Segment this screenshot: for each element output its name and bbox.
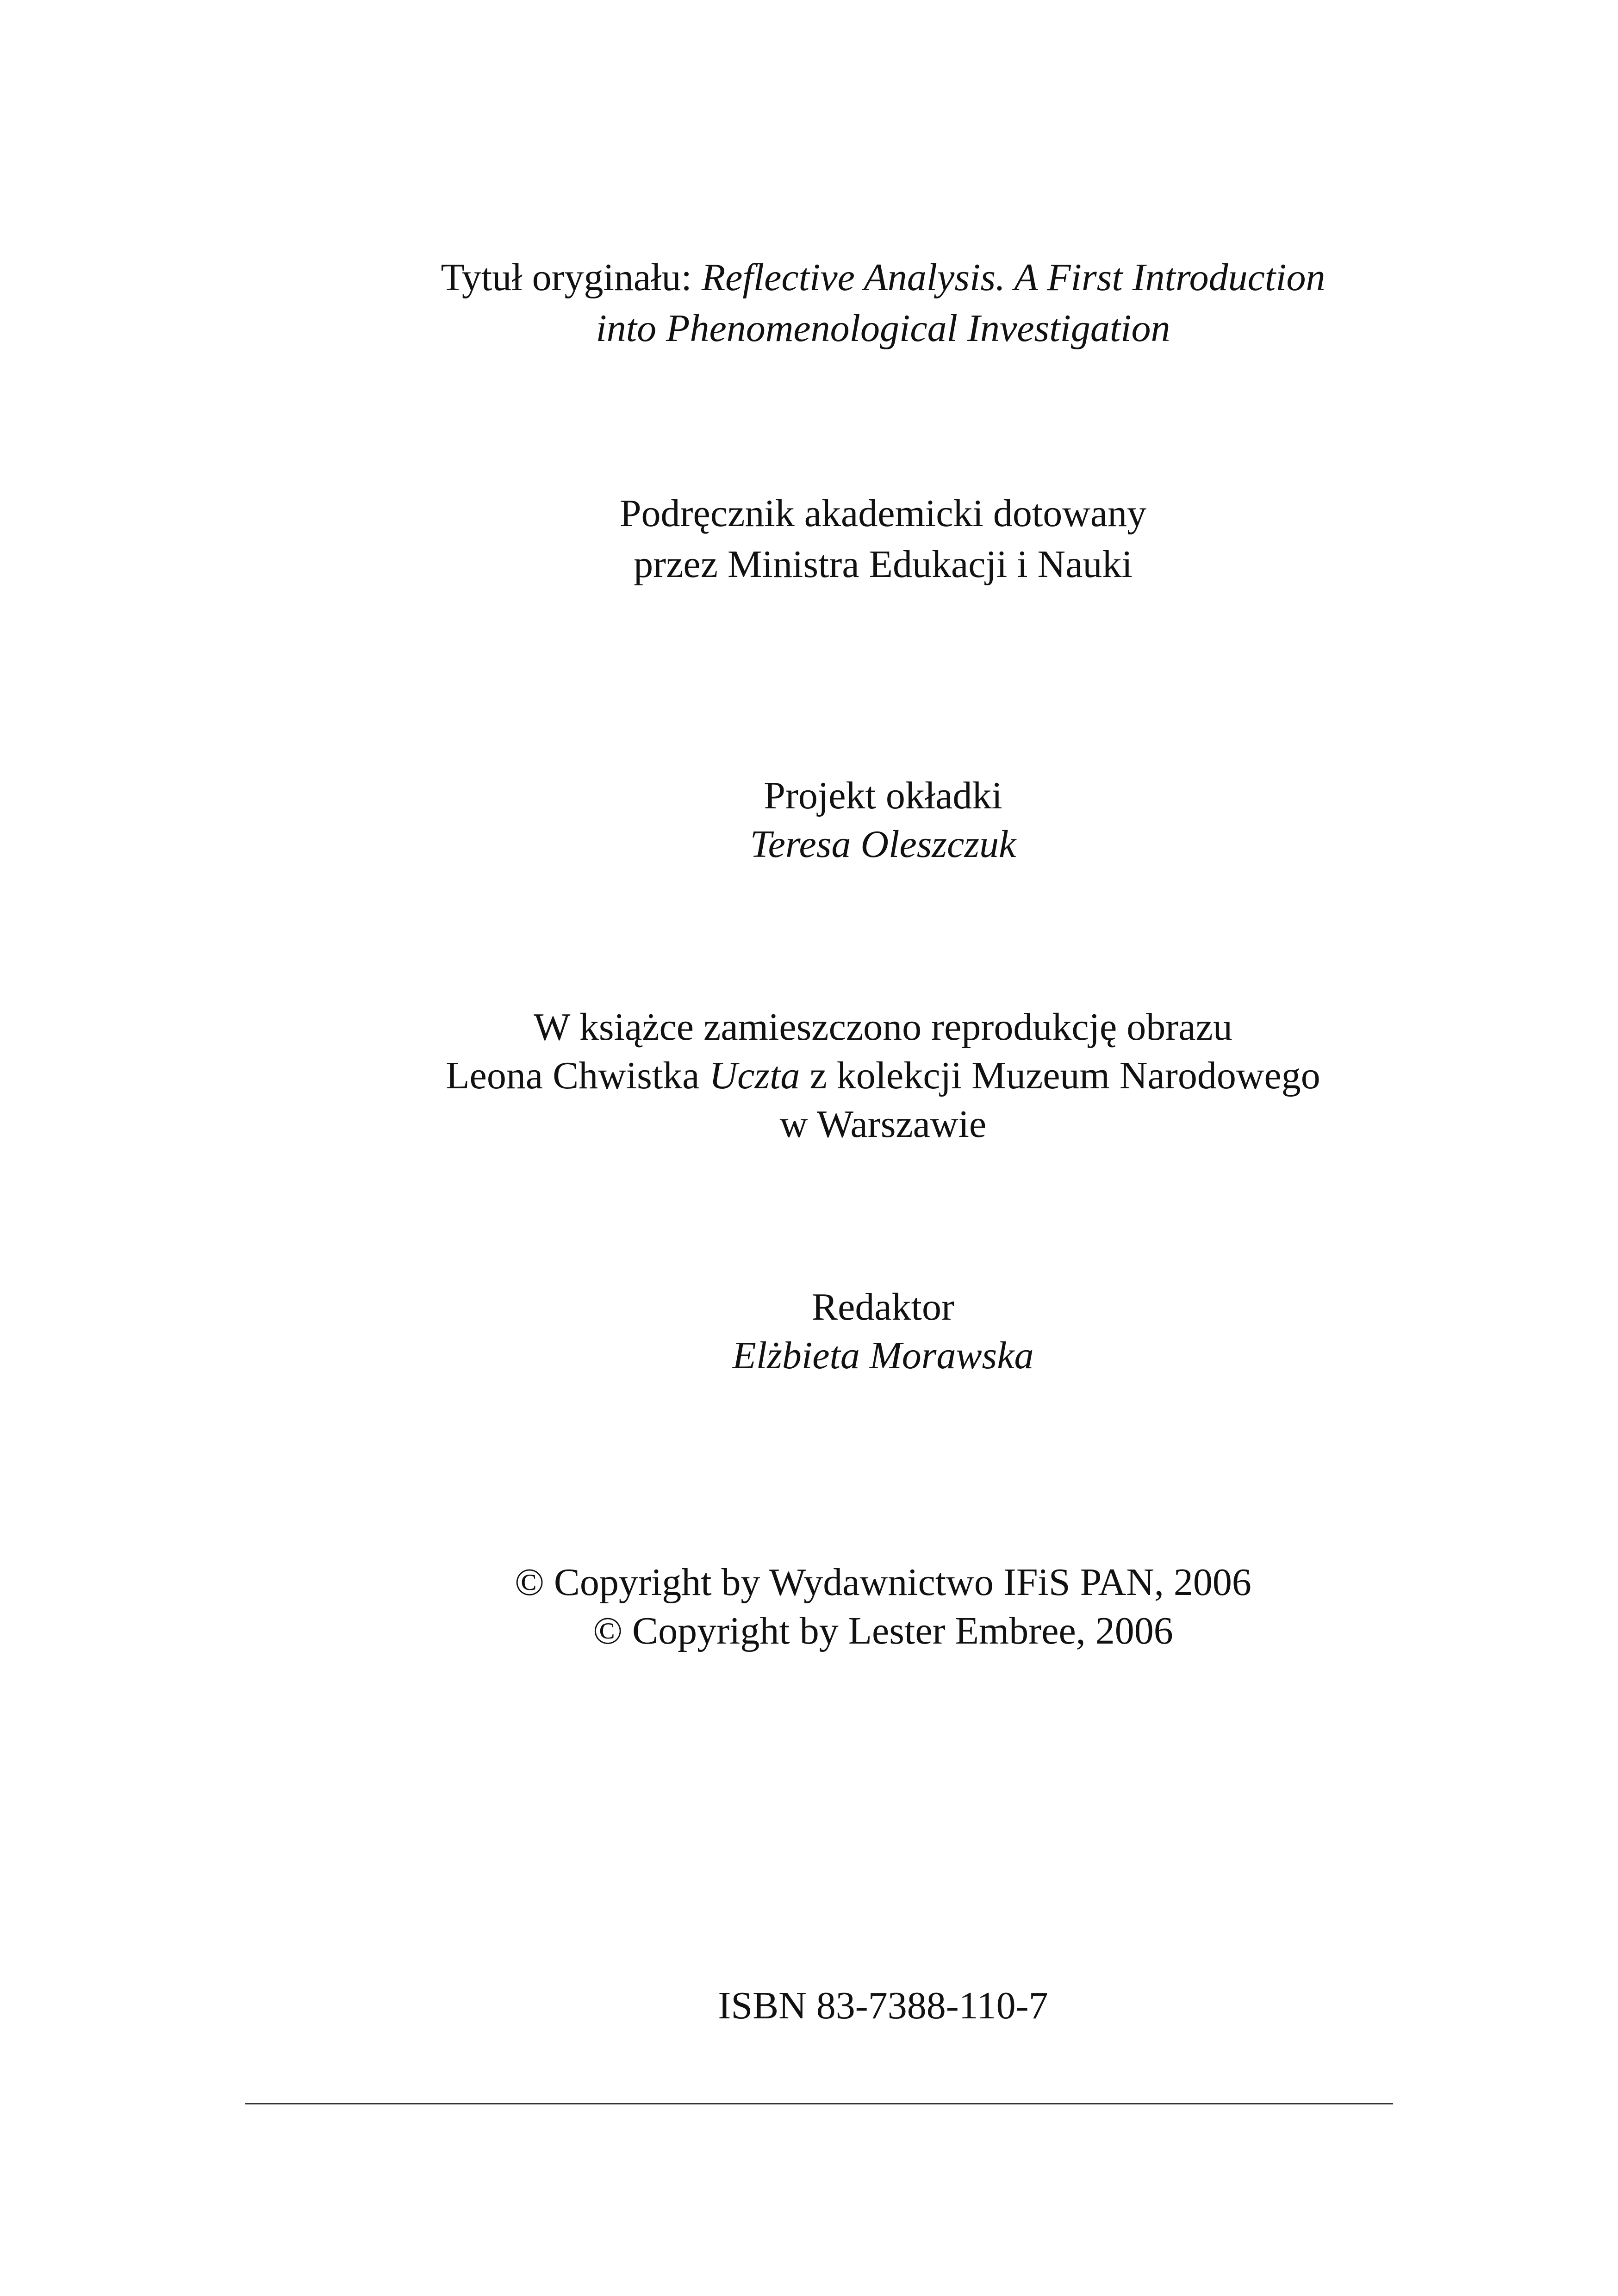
cover-designer-name: Teresa Oleszczuk	[750, 823, 1016, 866]
reproduction-note-line-2	[74, 1053, 1618, 1099]
original-title-label: Tytuł oryginału:	[441, 256, 702, 299]
bottom-rule	[245, 2103, 1393, 2104]
reproduction-note-line-3: w Warszawie	[779, 1103, 987, 1146]
painting-title: Uczta	[709, 1054, 800, 1097]
grant-note-line-1: Podręcznik akademicki dotowany	[619, 492, 1147, 535]
reproduction-artist: Leona Chwistka	[446, 1054, 709, 1097]
copyright-line-1: © Copyright by Wydawnictwo IFiS PAN, 2006	[515, 1561, 1251, 1604]
grant-note-line-2: przez Ministra Edukacji i Nauki	[634, 543, 1133, 586]
editor-name: Elżbieta Morawska	[732, 1334, 1034, 1377]
original-title-line-1	[74, 254, 1618, 301]
cover-design-label: Projekt okładki	[764, 774, 1002, 817]
copyright-line-2: © Copyright by Lester Embree, 2006	[593, 1609, 1173, 1652]
original-title-line-2: into Phenomenological Investigation	[596, 307, 1170, 350]
editor-label: Redaktor	[812, 1285, 954, 1328]
reproduction-note-line-1: W książce zamieszczono reprodukcję obrazu	[534, 1005, 1232, 1049]
original-title-text: Reflective Analysis. A First Introduction	[701, 256, 1326, 299]
reproduction-collection: z kolekcji Muzeum Narodowego	[800, 1054, 1320, 1097]
isbn: ISBN 83-7388-110-7	[718, 1984, 1048, 2027]
